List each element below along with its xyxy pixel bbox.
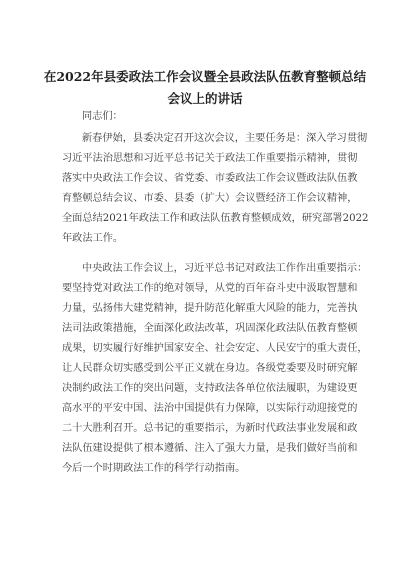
paragraph-1-line: 年政法工作。 bbox=[62, 233, 124, 244]
paragraph-2-line: 法队伍建设提供了根本遵循、注入了强大力量，是我们做好当前和 bbox=[62, 443, 358, 454]
paragraph-2-line: 二十大胜利召开。总书记的重要指示，为新时代政法事业发展和政 bbox=[62, 423, 358, 434]
paragraph-2-line: 中央政法工作会议上，习近平总书记对政法工作作出重要指示： bbox=[82, 263, 368, 274]
paragraph-1-line: 习近平法治思想和习近平总书记关于政法工作重要指示精神，贯彻 bbox=[62, 153, 358, 164]
salutation: 同志们： bbox=[82, 111, 123, 122]
paragraph-2-line: 成果，切实履行好维护国家安全、社会安定、人民安宁的重大责任， bbox=[62, 343, 368, 354]
paragraph-1-line: 新春伊始，县委决定召开这次会议，主要任务是：深入学习贯彻 bbox=[82, 133, 368, 144]
paragraph-2-line: 法司法政策措施，全面深化政法改革，巩固深化政法队伍教育整顿 bbox=[62, 323, 358, 334]
paragraph-2-line: 高水平的平安中国、法治中国提供有力保障，以实际行动迎接党的 bbox=[62, 403, 358, 414]
paragraph-2-line: 要坚持党对政法工作的绝对领导，从党的百年奋斗史中汲取智慧和 bbox=[62, 283, 358, 294]
paragraph-1-line: 育整顿总结会议、市委、县委（扩大）会议暨经济工作会议精神， bbox=[62, 193, 358, 204]
title-line-1: 在2022年县委政法工作会议暨全县政法队伍教育整顿总结 bbox=[43, 69, 367, 84]
paragraph-2-line: 力量，弘扬伟大建党精神，提升防范化解重大风险的能力，完善执 bbox=[62, 303, 358, 314]
paragraph-1-line: 落实中央政法工作会议、省党委、市委政法工作会议暨政法队伍教 bbox=[62, 173, 358, 184]
paragraph-2-line: 今后一个时期政法工作的科学行动指南。 bbox=[62, 463, 246, 474]
document-title bbox=[40, 66, 370, 110]
paragraph-2-line: 让人民群众切实感受到公平正义就在身边。各级党委要及时研究解 bbox=[62, 363, 358, 374]
paragraph-1-line: 全面总结2021年政法工作和政法队伍教育整顿成效，研究部署2022 bbox=[62, 213, 369, 224]
title-line-2: 会议上的讲话 bbox=[167, 91, 243, 106]
paragraph-2-line: 决制约政法工作的突出问题，支持政法各单位依法履职，为建设更 bbox=[62, 383, 358, 394]
